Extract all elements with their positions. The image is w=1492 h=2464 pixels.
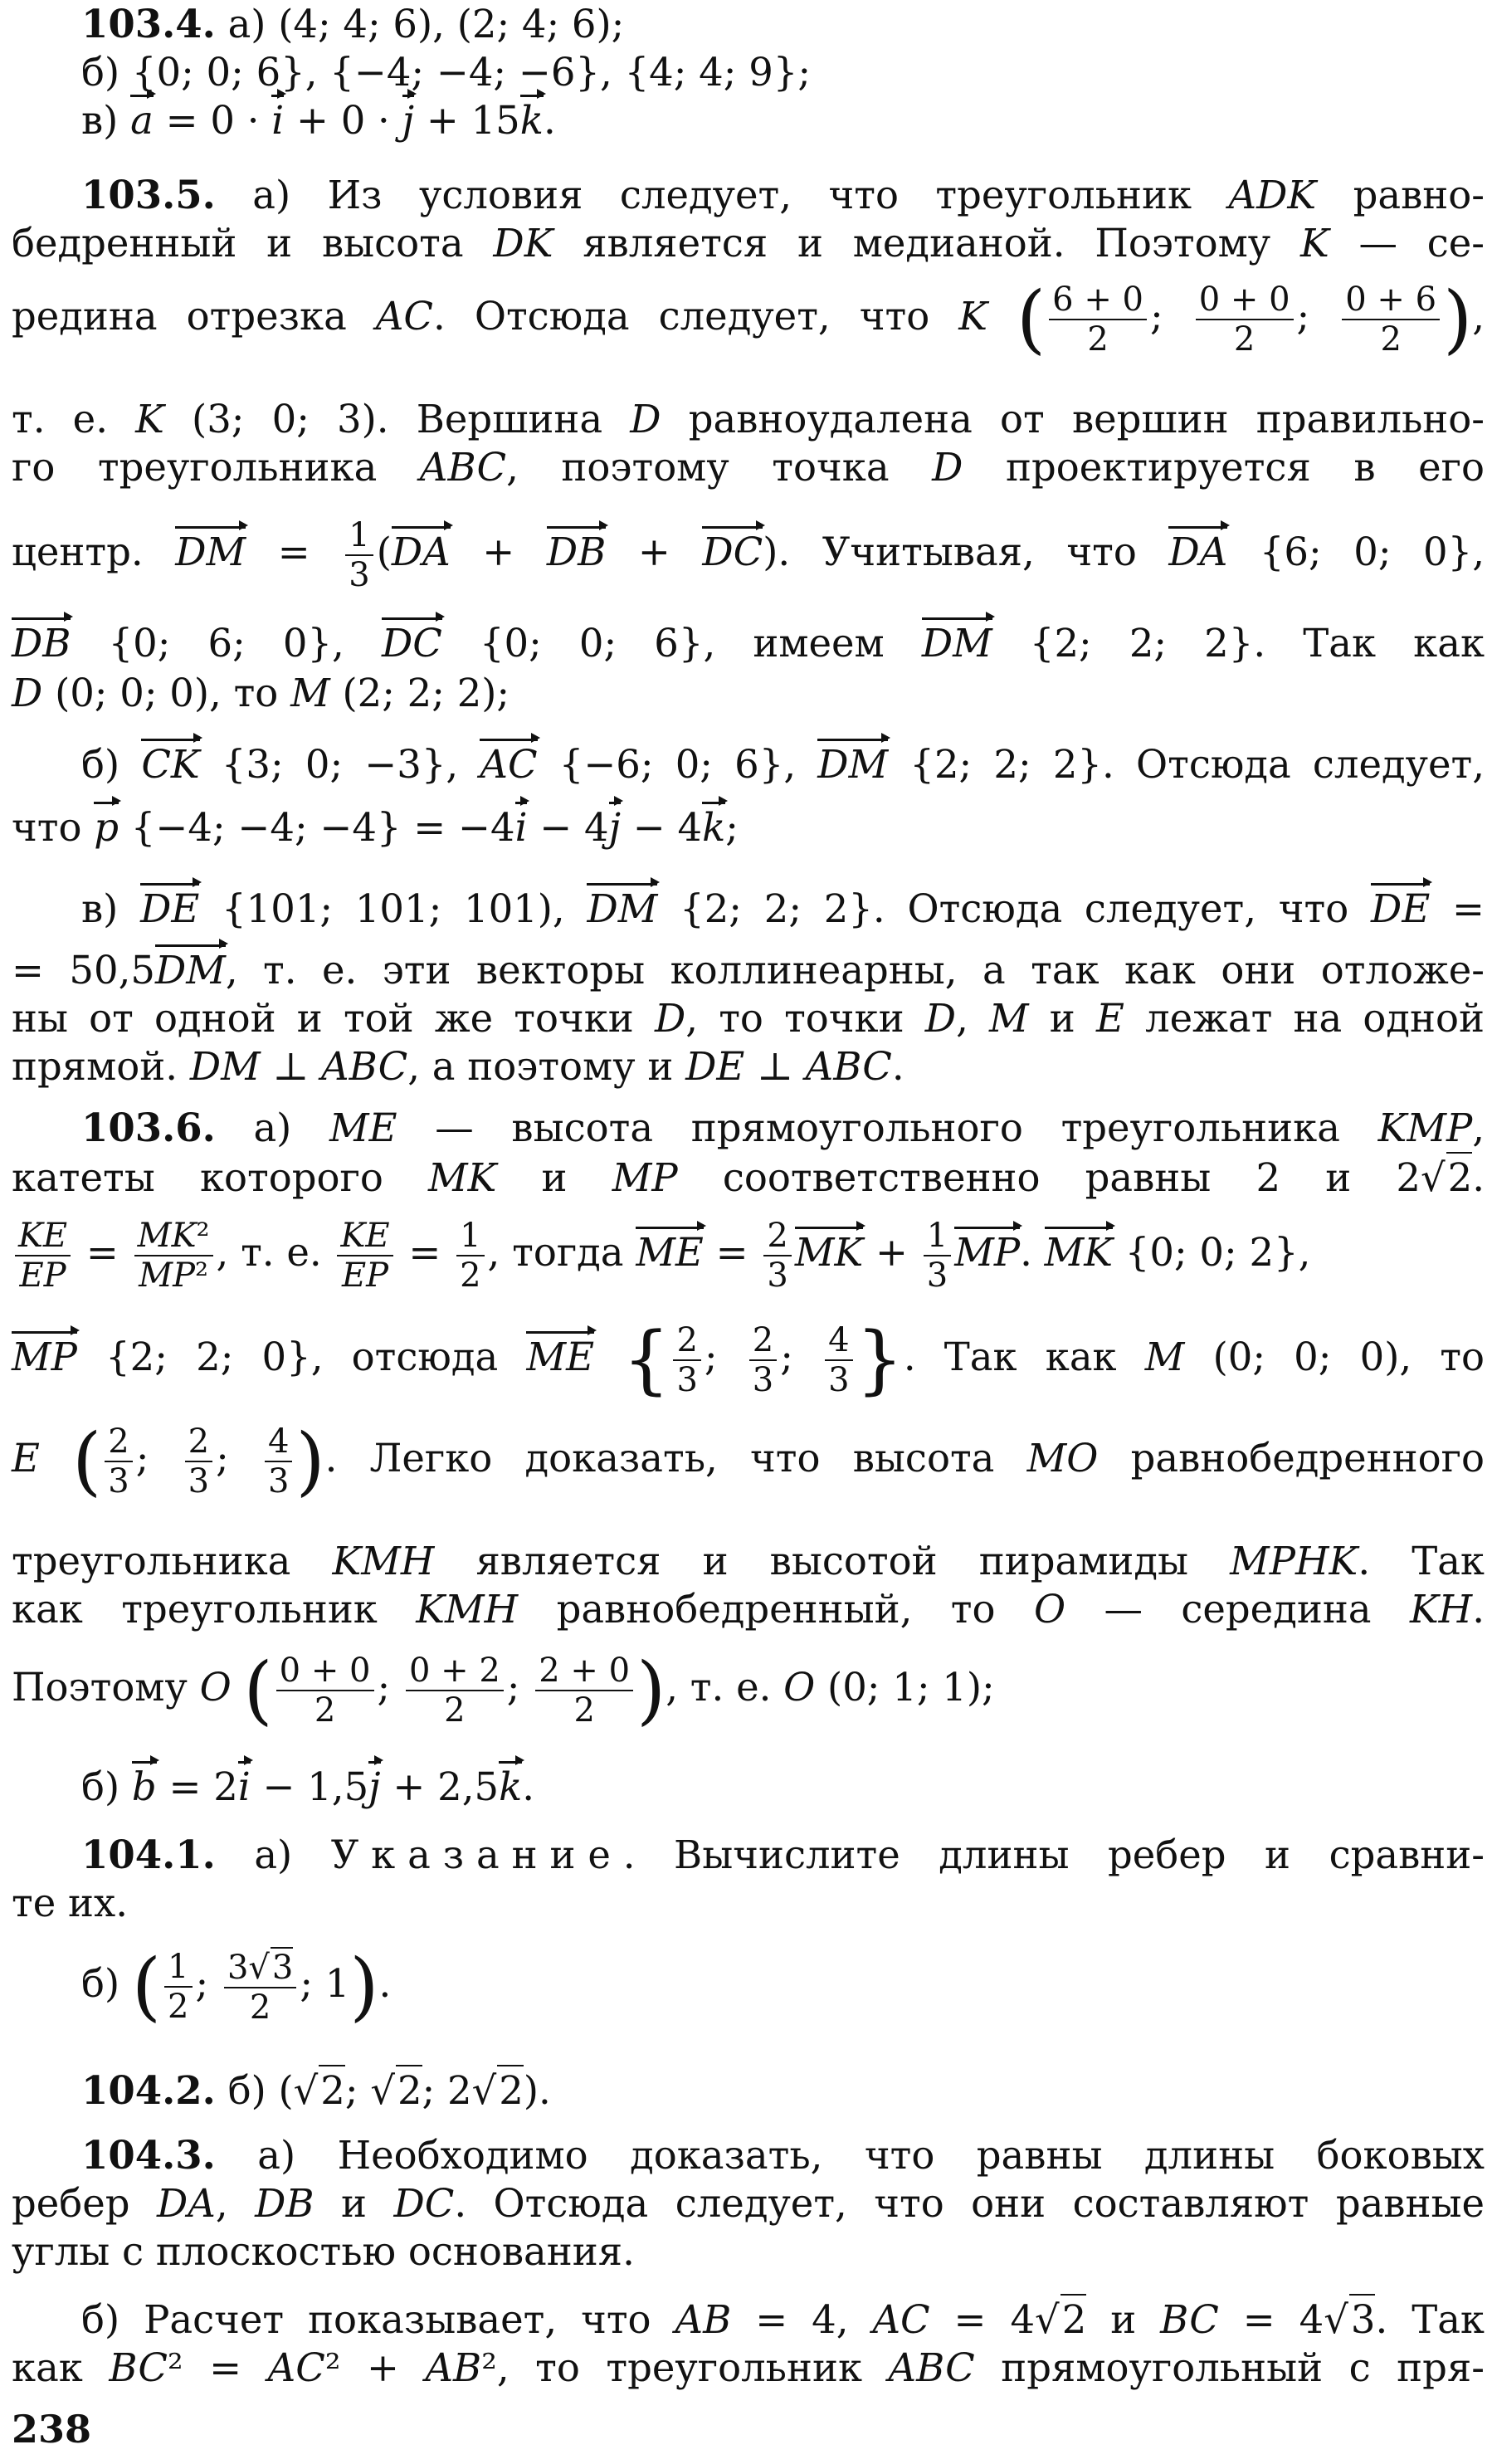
line-104-3-a: 104.3. а) Необходимо доказать, что равны длины боковых [81,2132,1485,2178]
line-103-5-a: 103.5. а) Из условия следует, что треугольник ADK равно- [81,172,1485,217]
line-104-1-a: 104.1. а) Указание. Вычислите длины ребер и сравни- [81,1832,1485,1877]
paragraph-line: E ( $\frac{2}{3}$ ; $\frac{2}{3}$ ; $\frac{4}{3}$ ). Легко доказать, что высота MO равнобедренного [12,1417,1485,1505]
paragraph-line: $\frac{KE}{EP}$ = $\frac{\text{MK²}}{\text{MP²}}$ , т. е. $\frac{KE}{EP}$ = $\frac{1}{2}$ , тогда ME = $\frac{2}{3}$ MK + $\frac{1}{3}$ MP. MK {0; 0; 2}, [12,1217,1485,1295]
paragraph-line: Поэтому O ( $\frac{0 + 0}{2}$ ; $\frac{0 + 2}{2}$ ; $\frac{2 + 0}{2}$ ), т. е. O (0; 1; 1); [12,1647,995,1734]
paragraph-line: что p {−4; −4; −4} = −4i − 4j − 4k; [12,805,739,850]
paragraph-line: т. е. K (3; 0; 3). Вершина D равноудалена от вершин правильно- [12,397,1485,442]
paragraph-line: углы с плоскостью основания. [12,2229,635,2274]
paragraph-line: редина отрезка AC. Отсюда следует, что K ( $\frac{6 + 0}{2}$ ; $\frac{0 + 0}{2}$ ; $\frac{0 + 6}{2}$ ), [12,276,1485,363]
line-104-1-b: б) ( $\frac{1}{2}$ ; $\frac{3√3}{2}$ ; 1). [81,1943,392,2030]
paragraph-line: D (0; 0; 0), то M (2; 2; 2); [12,671,510,715]
paragraph-line: как треугольник KMH равнобедренный, то O — середина KH. [12,1587,1485,1632]
paragraph-line: те их. [12,1881,129,1925]
paragraph-line: бедренный и высота DK является и медианой. Поэтому K — се- [12,221,1485,266]
paragraph-line: треугольника KMH является и высотой пирамиды MPHK. Так [12,1539,1485,1583]
line-103-4-b: б) {0; 0; 6}, {−4; −4; −6}, {4; 4; 9}; [81,50,812,95]
paragraph-line: = 50,5DM, т. е. эти векторы коллинеарны, а так как они отложе- [12,948,1485,993]
paragraph-line: как BC² = AC² + AB², то треугольник ABC прямоугольный с пря- [12,2345,1485,2390]
paragraph-line: MP {2; 2; 0}, отсюда ME { $\frac{2}{3}$ ; $\frac{2}{3}$ ; $\frac{4}{3}$ }. Так как M (0; 0; 0), то [12,1316,1485,1403]
line-103-6-a: 103.6. а) ME — высота прямоугольного треугольника KMP, [81,1105,1485,1150]
paragraph-line: прямой. DM ⊥ ABC, а поэтому и DE ⊥ ABC. [12,1044,904,1089]
line-104-2: 104.2. б) (√2; √2; 2√2). [81,2065,1485,2115]
line-103-4-v: в) a = 0 · i + 0 · j + 15k. [81,98,556,143]
line-103-6-b: б) b = 2i − 1,5j + 2,5k. [81,1764,535,1809]
page-number: 238 [12,2407,92,2452]
paragraph-line: центр. DM = $\frac{1}{3}$ (DA + DB + DC). Учитывая, что DA {6; 0; 0}, [12,516,1485,594]
paragraph-line: ребер DA, DB и DC. Отсюда следует, что они составляют равные [12,2181,1485,2226]
paragraph-line: катеты которого MK и MP соответственно равны 2 и 2√2. [12,1152,1485,1202]
paragraph-line: го треугольника ABC, поэтому точка D проектируется в его [12,445,1485,490]
paragraph-line: ны от одной и той же точки D, то точки D, M и E лежат на одной [12,996,1485,1041]
line-103-4: 103.4. а) (4; 4; 6), (2; 4; 6); [81,1,625,46]
line-103-5-v: в) DE {101; 101; 101), DM {2; 2; 2}. Отсюда следует, что DE = [81,886,1485,931]
paragraph-line: DB {0; 6; 0}, DC {0; 0; 6}, имеем DM {2; 2; 2}. Так как [12,621,1485,666]
line-104-3-b: б) Расчет показывает, что AB = 4, AC = 4√2 и BC = 4√3. Так [81,2294,1485,2344]
line-103-5-b: б) CK {3; 0; −3}, AC {−6; 0; 6}, DM {2; 2; 2}. Отсюда следует, [81,742,1485,787]
